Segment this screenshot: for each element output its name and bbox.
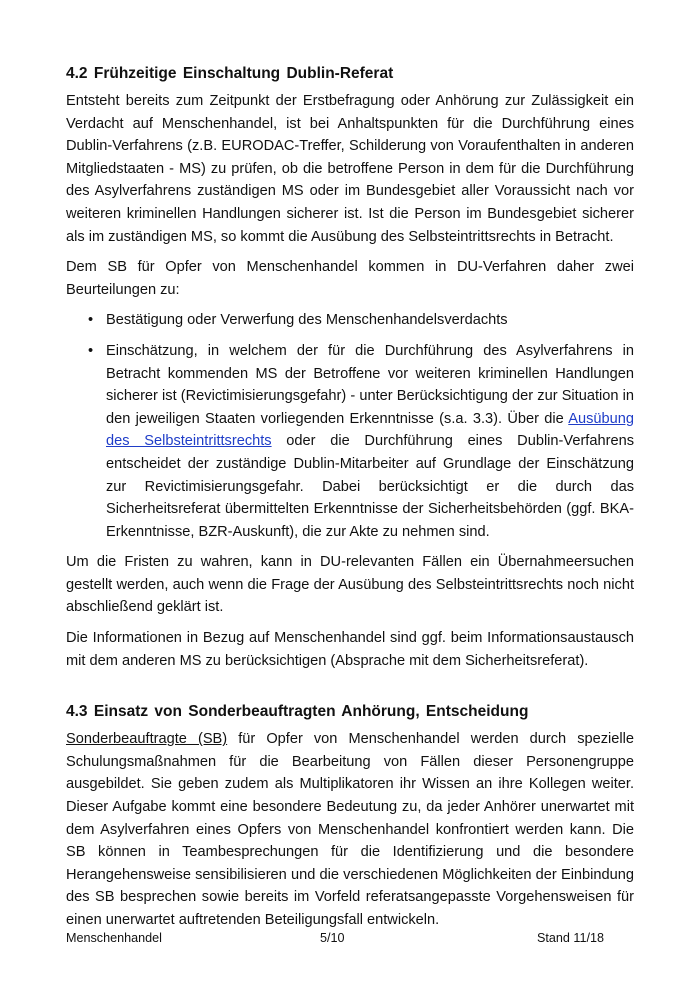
footer-title: Menschenhandel xyxy=(66,931,162,945)
paragraph: Entsteht bereits zum Zeitpunkt der Erstbefragung oder Anhörung zur Zulässigkeit ein Verdacht auf Menschenhandel, ist bei Anhaltspunkten für die Durchführung eines Dublin-Verfahrens (z.B. EURODAC-Treffer, Schilderung von Voraufenthalten in anderen Mitgliedstaaten - MS) zu prüfen, ob die betroffene Person in dem für die Durchführung des Asylverfahrens zuständigen MS oder im Bundesgebiet aller Voraussicht nach vor weiteren kriminellen Handlungen sicherer ist. Ist die Person im Bundesgebiet sicherer als im zuständigen MS, so kommt die Ausübung des Selbsteintrittsrechts in Betracht. xyxy=(66,93,634,245)
page-footer xyxy=(66,931,604,945)
paragraph-text: für Opfer von Menschenhandel werden durch spezielle Schulungsmaßnahmen für die Bearbeitung von Fällen dieser Personengruppe ausgebildet. Sie geben zudem als Multiplikatoren ihr Wissen an ihre Kollegen weiter. Dieser Aufgabe kommt eine besondere Bedeutung zu, da jeder Anhörer unerwartet mit dem Asylverfahren eines Opfers von Menschenhandel konfrontiert werden kann. Die SB können in Teambesprechungen für die Identifizierung und die besondere Herangehensweise sensibilisieren und die verschiedenen Möglichkeiten der Einbindung des SB besprechen sowie bereits im Vorfeld referatsangepasste Vorgehensweisen für einen unerwartet auftretenden Beteiligungsfall entwickeln. xyxy=(66,731,634,928)
paragraph: Die Informationen in Bezug auf Menschenhandel sind ggf. beim Informationsaustausch mit dem anderen MS zu berücksichtigen (Absprache mit dem Sicherheitsreferat). xyxy=(66,630,634,669)
document-page xyxy=(66,62,634,940)
section-heading-4-2: 4.2 Frühzeitige Einschaltung Dublin-Referat xyxy=(66,65,394,82)
list-item-text: oder die Durchführung eines Dublin-Verfahrens entscheidet der zuständige Dublin-Mitarbeiter auf Grundlage der Einschätzung zur Revictimisierungsgefahr. Dabei berücksichtigt er die durch das Sicherheitsreferat übermittelten Erkenntnisse der Sicherheitsbehörden (ggf. BKA-Erkenntnisse, BZR-Auskunft), die zur Akte zu nehmen sind. xyxy=(106,433,634,540)
list-item xyxy=(66,340,634,543)
selbsteintrittsrecht-link[interactable]: Ausübung des Selbsteintrittsrechts xyxy=(106,410,634,450)
paragraph: Dem SB für Opfer von Menschenhandel kommen in DU-Verfahren daher zwei Beurteilungen zu: xyxy=(66,259,634,298)
list-item-text: Bestätigung oder Verwerfung des Menschenhandelsverdachts xyxy=(106,312,508,329)
page-number: 5/10 xyxy=(320,931,345,945)
bullet-icon: • xyxy=(88,342,94,359)
paragraph: Um die Fristen zu wahren, kann in DU-relevanten Fällen ein Übernahmeersuchen gestellt werden, auch wenn die Frage der Ausübung des Selbsteintrittsrechts noch nicht abschließend geklärt ist. xyxy=(66,554,634,616)
footer-date: Stand 11/18 xyxy=(537,931,604,945)
underlined-term: Sonderbeauftragte (SB) xyxy=(66,731,228,748)
bullet-icon: • xyxy=(88,312,94,329)
list-item xyxy=(66,309,634,332)
section-heading-4-3: 4.3 Einsatz von Sonderbeauftragten Anhörung, Entscheidung xyxy=(66,703,529,721)
paragraph xyxy=(66,728,634,931)
bullet-list xyxy=(66,309,634,543)
list-item-text: Einschätzung, in welchem der für die Durchführung des Asylverfahrens in Betracht kommenden MS der Betroffene vor weiteren kriminellen Handlungen sicherer ist (Revictimisierungsgefahr) - unter Berücksichtigung der zur Situation in den jeweiligen Staaten vorliegenden Erkenntnisse (s.a. 3.3). Über die xyxy=(106,342,634,427)
